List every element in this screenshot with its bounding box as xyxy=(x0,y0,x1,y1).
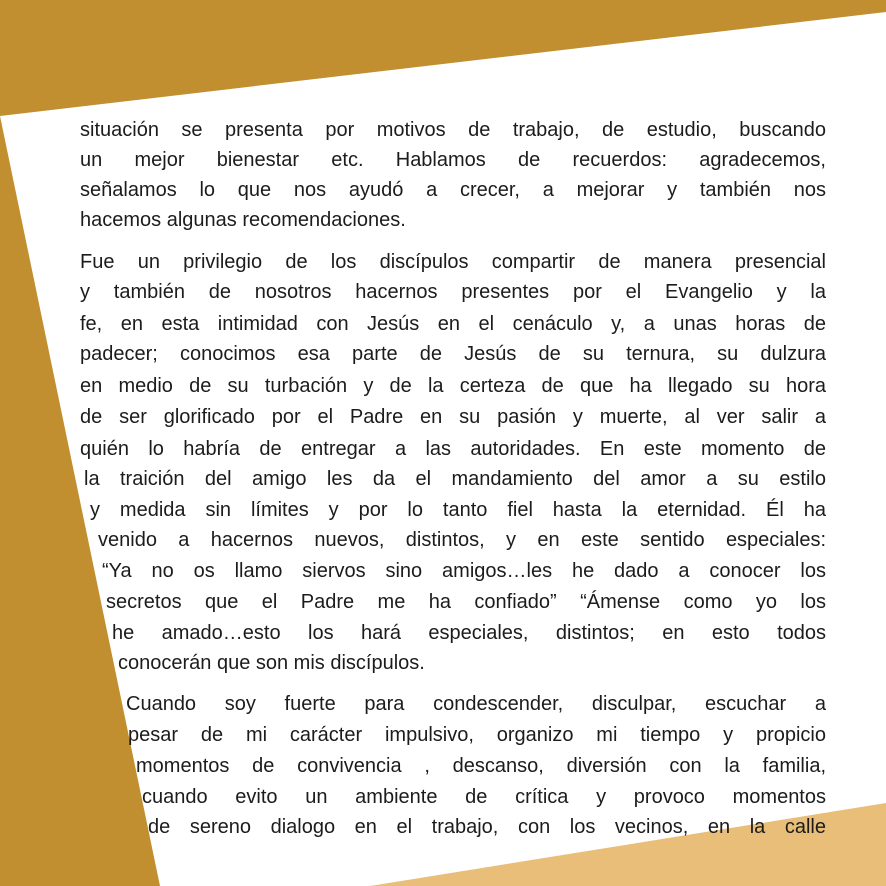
paragraph-2-line: quién lo habría de entregar a las autoridades. En este momento de xyxy=(80,438,826,460)
paragraph-3-line: cuando evito un ambiente de crítica y provoco momentos xyxy=(142,786,826,808)
paragraph-1-line: hacemos algunas recomendaciones. xyxy=(80,209,406,231)
paragraph-3-line: Cuando soy fuerte para condescender, disculpar, escuchar a xyxy=(126,693,826,715)
paragraph-2-line: y medida sin límites y por lo tanto fiel hasta la eternidad. Él ha xyxy=(90,499,826,521)
paragraph-2-line: “Ya no os llamo siervos sino amigos…les he dado a conocer los xyxy=(102,560,826,582)
paragraph-3-line: momentos de convivencia , descanso, diversión con la familia, xyxy=(136,755,826,777)
top-gold-band xyxy=(0,0,886,116)
paragraph-2-line: conocerán que son mis discípulos. xyxy=(118,652,425,674)
paragraph-2-line: venido a hacernos nuevos, distintos, y en este sentido especiales: xyxy=(98,529,826,551)
paragraph-2-line: fe, en esta intimidad con Jesús en el cenáculo y, a unas horas de xyxy=(80,313,826,335)
paragraph-2-line: de ser glorificado por el Padre en su pasión y muerte, al ver salir a xyxy=(80,406,826,428)
paragraph-3-line: pesar de mi carácter impulsivo, organizo mi tiempo y propicio xyxy=(128,724,826,746)
paragraph-2-line: Fue un privilegio de los discípulos compartir de manera presencial xyxy=(80,251,826,273)
paragraph-3-line: de sereno dialogo en el trabajo, con los vecinos, en la calle xyxy=(148,816,826,838)
paragraph-2-line: la traición del amigo les da el mandamiento del amor a su estilo xyxy=(84,468,826,490)
paragraph-1-line: un mejor bienestar etc. Hablamos de recuerdos: agradecemos, xyxy=(80,149,826,171)
paragraph-2-line: secretos que el Padre me ha confiado” “Ámense como yo los xyxy=(106,591,826,613)
paragraph-2-line: en medio de su turbación y de la certeza de que ha llegado su hora xyxy=(80,375,826,397)
paragraph-1-line: señalamos lo que nos ayudó a crecer, a mejorar y también nos xyxy=(80,179,826,201)
paragraph-2-line: he amado…esto los hará especiales, distintos; en esto todos xyxy=(112,622,826,644)
paragraph-2-line: padecer; conocimos esa parte de Jesús de su ternura, su dulzura xyxy=(80,343,826,365)
paragraph-2-line: y también de nosotros hacernos presentes por el Evangelio y la xyxy=(80,281,826,303)
paragraph-1-line: situación se presenta por motivos de trabajo, de estudio, buscando xyxy=(80,119,826,141)
